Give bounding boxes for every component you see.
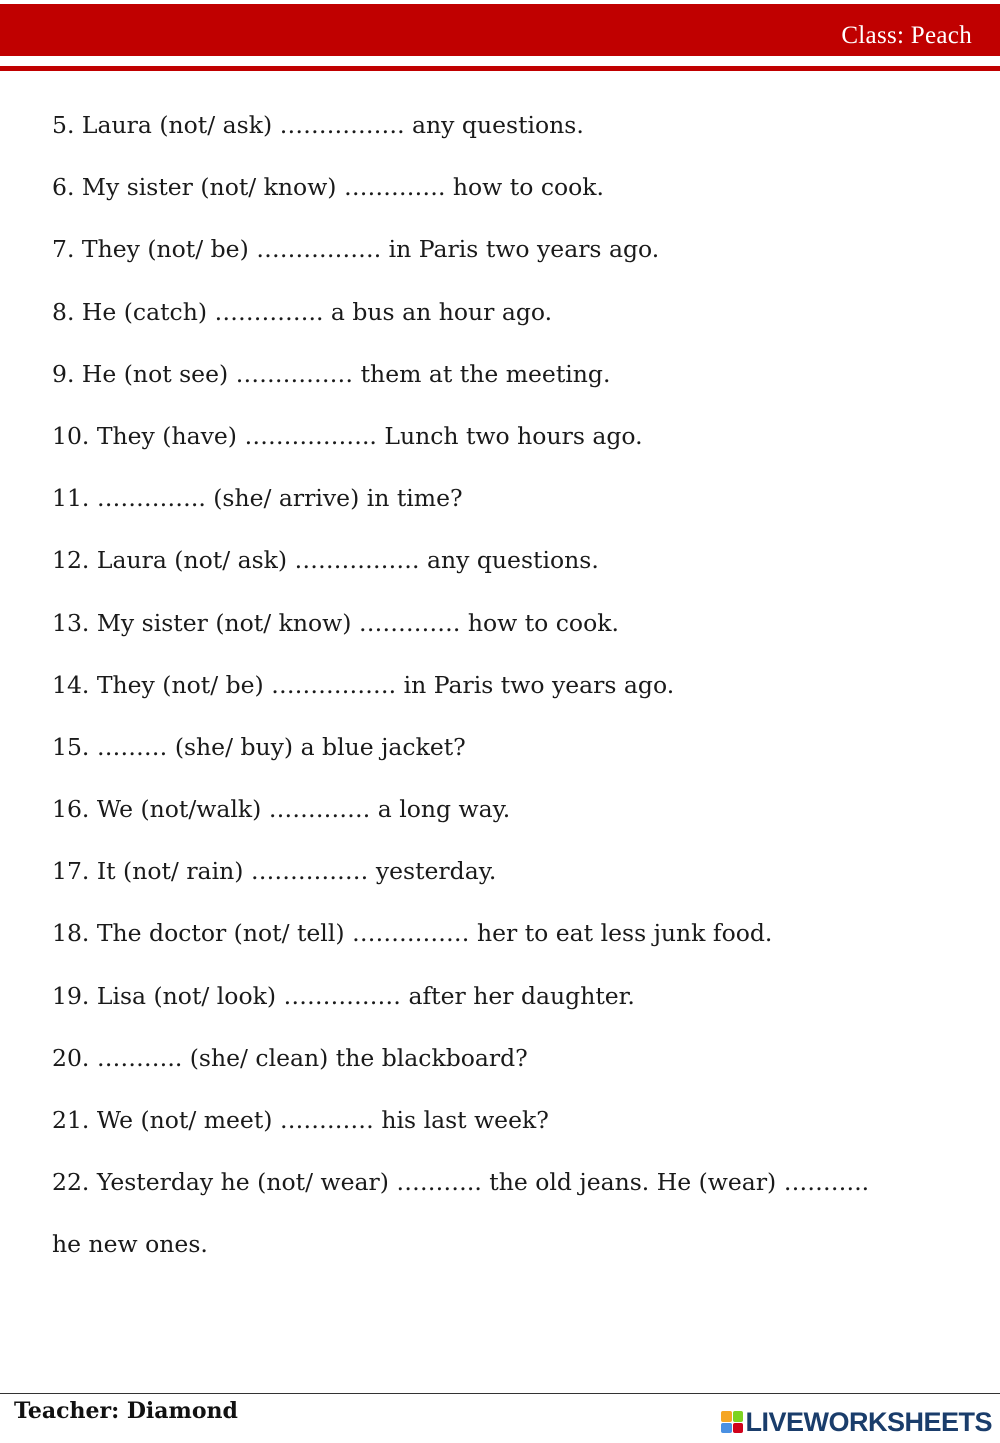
brand-name: LIVEWORKSHEETS bbox=[745, 1406, 992, 1437]
exercise-item: 19. Lisa (not/ look) …………… after her daughter. bbox=[52, 981, 635, 1010]
exercise-item: 16. We (not/walk) …………. a long way. bbox=[52, 795, 511, 824]
logo-square bbox=[721, 1423, 732, 1434]
teacher-label: Teacher: Diamond bbox=[14, 1398, 238, 1424]
exercise-item: 12. Laura (not/ ask) ……………. any questions. bbox=[52, 546, 599, 575]
exercise-item: 21. We (not/ meet) ………… his last week? bbox=[52, 1106, 549, 1134]
exercise-list bbox=[52, 108, 952, 1290]
logo-square bbox=[733, 1423, 744, 1434]
exercise-item: 10. They (have) …………….. Lunch two hours ago. bbox=[52, 421, 643, 450]
exercise-item: 9. He (not see) …………… them at the meeting. bbox=[52, 359, 611, 388]
exercise-item: 22. Yesterday he (not/ wear) ……….. the old jeans. He (wear) ……….. bbox=[52, 1168, 870, 1197]
exercise-item: 18. The doctor (not/ tell) …………… her to eat less junk food. bbox=[52, 919, 773, 948]
class-label: Class: Peach bbox=[841, 22, 972, 49]
exercise-item: 8. He (catch) ………….. a bus an hour ago. bbox=[52, 297, 553, 326]
header-bar bbox=[0, 4, 1000, 56]
exercise-item: 17. It (not/ rain) …………… yesterday. bbox=[52, 857, 497, 886]
header-divider bbox=[0, 66, 1000, 71]
logo-square bbox=[733, 1411, 744, 1422]
exercise-item: 7. They (not/ be) ……………. in Paris two years ago. bbox=[52, 235, 660, 264]
footer-divider bbox=[0, 1393, 1000, 1394]
exercise-item: 20. ……….. (she/ clean) the blackboard? bbox=[52, 1043, 528, 1072]
exercise-item: 11. ………….. (she/ arrive) in time? bbox=[52, 484, 463, 513]
exercise-item: he new ones. bbox=[52, 1230, 208, 1259]
brand[interactable] bbox=[721, 1404, 992, 1440]
logo-square bbox=[721, 1411, 732, 1422]
exercise-item: 13. My sister (not/ know) …………. how to cook. bbox=[52, 608, 619, 637]
exercise-item: 15. ……… (she/ buy) a blue jacket? bbox=[52, 732, 466, 761]
liveworksheets-logo-icon bbox=[721, 1411, 743, 1433]
exercise-item: 6. My sister (not/ know) …………. how to cook. bbox=[52, 173, 604, 202]
exercise-item: 14. They (not/ be) ……………. in Paris two years ago. bbox=[52, 670, 675, 699]
exercise-item: 5. Laura (not/ ask) ……………. any questions. bbox=[52, 111, 584, 139]
